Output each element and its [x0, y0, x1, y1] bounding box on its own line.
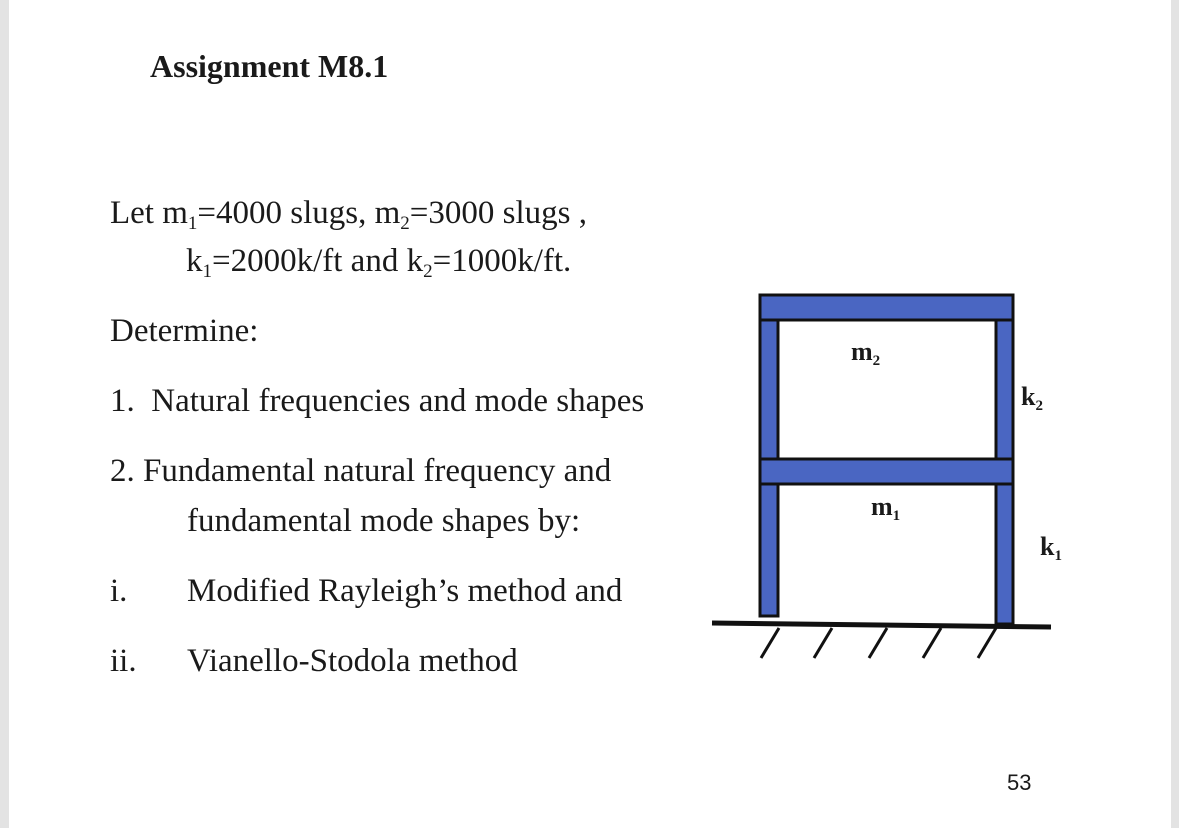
- k2-value: =1000k/ft.: [432, 243, 572, 279]
- m2-value: =3000 slugs ,: [409, 195, 588, 231]
- k1-label: $k_1$: [1040, 532, 1062, 564]
- left-upper-column: [760, 320, 778, 459]
- subitem-ii-number: ii.: [110, 643, 137, 679]
- list-item-1-text: Natural frequencies and mode shapes: [151, 383, 645, 419]
- m2-subscript: 2: [400, 213, 410, 234]
- subitem-i-text: Modified Rayleigh’s method and: [187, 573, 623, 609]
- list-item-2-number: 2.: [110, 453, 135, 489]
- let-text: Let: [110, 195, 154, 231]
- right-upper-column: [996, 320, 1013, 459]
- page-number: 53: [1007, 770, 1032, 795]
- m1-subscript: 1: [187, 213, 198, 234]
- m1-label: $m_1$: [871, 492, 901, 524]
- top-floor-beam: [760, 295, 1013, 320]
- m1-symbol: m: [162, 195, 188, 231]
- ground-hatching: [761, 628, 996, 658]
- list-item-1-number: 1.: [110, 383, 135, 419]
- k2-label: $k_2$: [1021, 382, 1043, 414]
- left-lower-column: [760, 484, 778, 616]
- k1-subscript: 1: [202, 261, 212, 282]
- two-story-frame-diagram: [9, 0, 1171, 828]
- m2-symbol: m: [374, 195, 401, 231]
- list-item-2-text: Fundamental natural frequency and: [143, 453, 612, 489]
- slide: [9, 0, 1171, 828]
- subitem-i-number: i.: [110, 573, 128, 609]
- right-lower-column: [996, 484, 1013, 624]
- subitem-ii-text: Vianello-Stodola method: [187, 643, 518, 679]
- list-item-2-continued: fundamental mode shapes by:: [187, 503, 581, 539]
- k2-subscript: 2: [423, 261, 433, 282]
- m2-label: $m_2$: [851, 337, 881, 369]
- k1-symbol: k: [186, 243, 203, 279]
- m1-value: =4000 slugs,: [197, 195, 367, 231]
- k1-value: =2000k/ft and: [212, 243, 399, 279]
- middle-floor-beam: [760, 459, 1013, 484]
- slide-title: Assignment M8.1: [150, 48, 389, 84]
- k2-symbol: k: [406, 243, 424, 279]
- determine-label: Determine:: [110, 313, 259, 349]
